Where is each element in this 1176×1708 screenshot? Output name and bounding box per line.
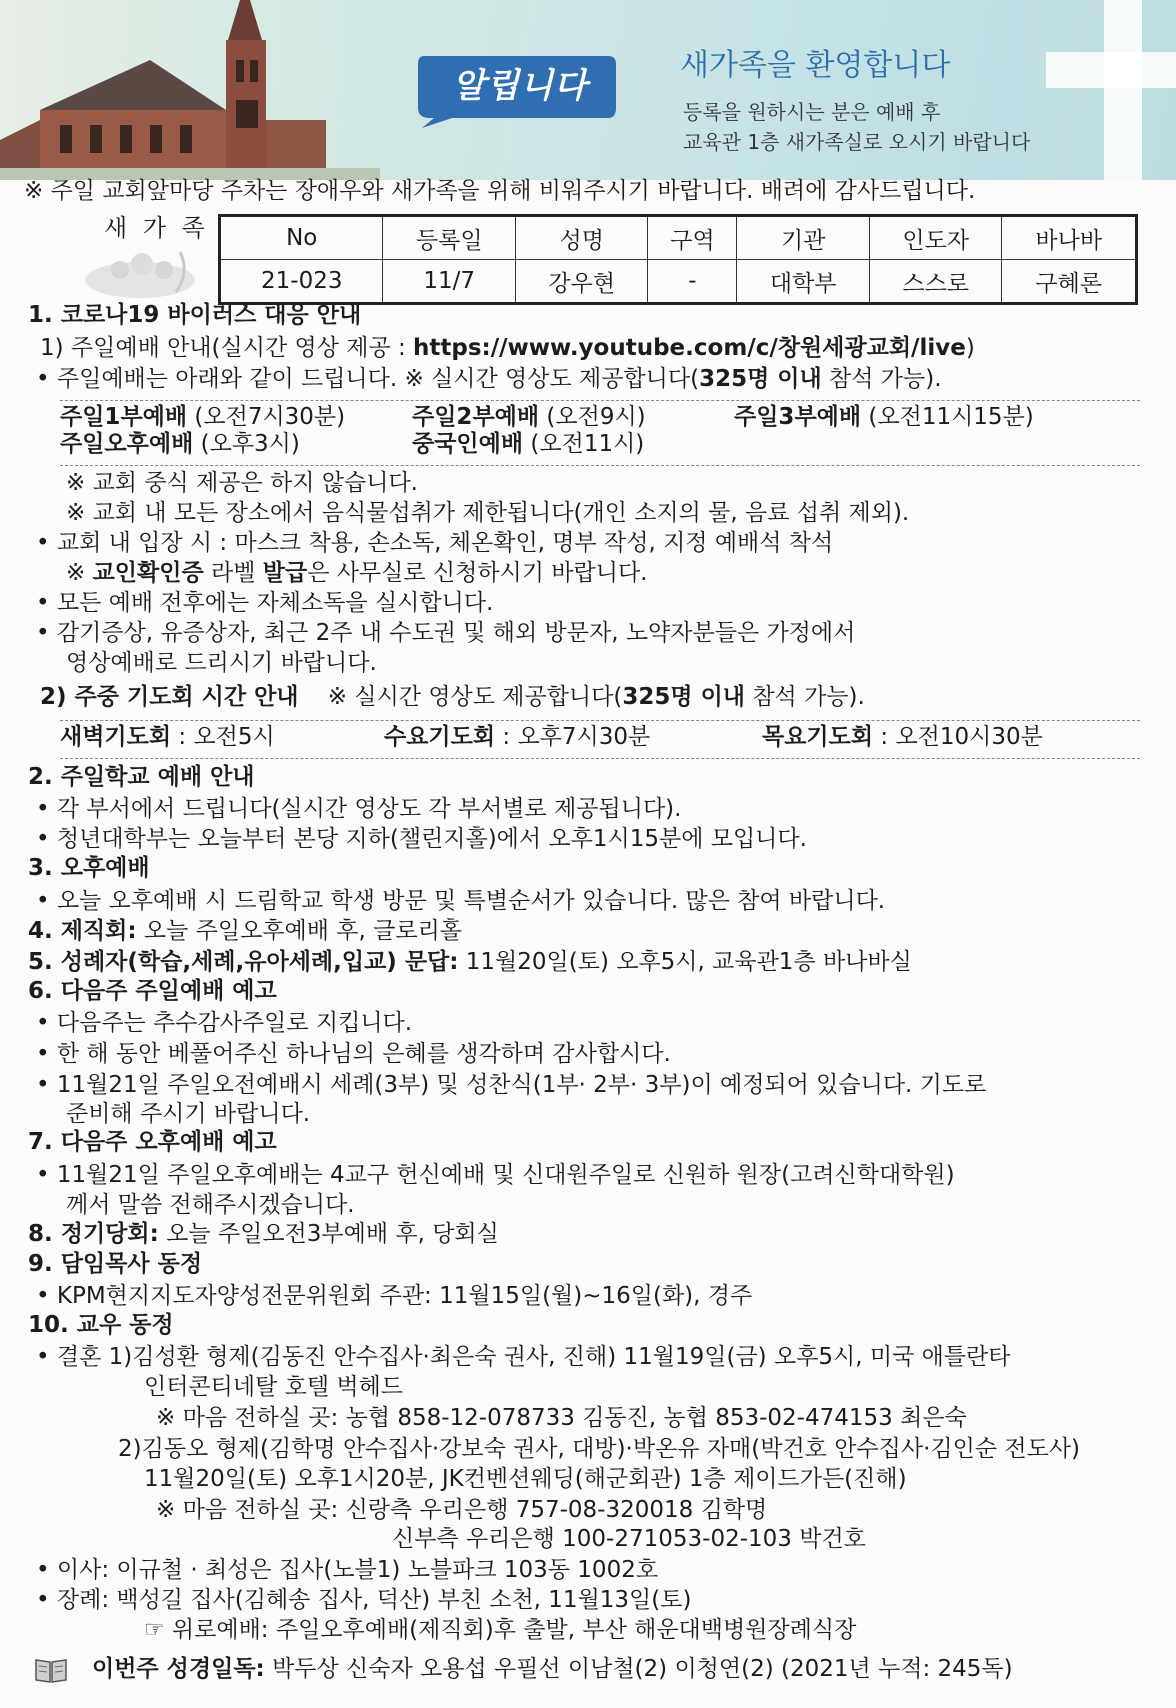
funeral-service: ☞ 위로예배: 주일오후예배(제직회)후 출발, 부산 해운대백병원장례식장 <box>144 1617 857 1643</box>
section-5-title: 5. 성례자(학습,세례,유아세례,입교) 문답: <box>28 949 459 975</box>
worship-1 <box>60 402 345 432</box>
worship-name: 주일2부예배 <box>412 404 540 430</box>
wedding-2: 2)김동오 형제(김학명 안수집사·강보숙 권사, 대방)·박온유 자매(박건호 안수집사·김인순 전도사) <box>118 1436 1080 1462</box>
table-cell: 11/7 <box>383 260 516 304</box>
section-1-bullet-3: • 모든 예배 전후에는 자체소독을 실시합니다. <box>36 590 494 616</box>
worship-2 <box>412 402 646 432</box>
badge-text: 알립니다 <box>452 66 588 106</box>
table-header-cell: 성명 <box>515 216 648 260</box>
divider <box>60 400 1140 401</box>
book-icon <box>34 1656 68 1684</box>
prayer-name: 새벽기도회 <box>60 724 172 750</box>
section-6-bullet-3-cont: 준비해 주시기 바랍니다. <box>66 1101 311 1127</box>
section-1-sub1 <box>40 333 975 363</box>
table-cell: 강우현 <box>515 260 648 304</box>
note-1: ※ 교회 중식 제공은 하지 않습니다. <box>66 470 418 496</box>
wedding-2-account-1: ※ 마음 전하실 곳: 신랑측 우리은행 757-08-320018 김학명 <box>156 1497 768 1523</box>
divider <box>60 720 1140 721</box>
table-header-cell: 등록일 <box>383 216 516 260</box>
text: • 주일예배는 아래와 같이 드립니다. ※ 실시간 영상도 제공합니다( <box>36 366 700 392</box>
worship-3 <box>734 402 1034 432</box>
text: 참석 가능). <box>745 684 865 710</box>
table-header-cell: 기관 <box>737 216 870 260</box>
prayer-time: : 오전10시30분 <box>873 724 1043 750</box>
table-header-cell: 바나바 <box>1002 216 1137 260</box>
section-6-title: 6. 다음주 주일예배 예고 <box>28 978 277 1004</box>
youtube-link[interactable]: https://www.youtube.com/c/창원세광교회/live <box>413 335 966 361</box>
text: 참석 가능). <box>821 366 942 392</box>
table-header-cell: 구역 <box>648 216 737 260</box>
table-cell: 스스로 <box>869 260 1002 304</box>
text: ※ <box>66 560 93 586</box>
worship-time: (오후3시) <box>193 431 300 457</box>
bible-reading-label: 이번주 성경일독: <box>92 1656 265 1682</box>
wedding-2-account-2: 신부측 우리은행 100-271053-02-103 박건호 <box>392 1526 866 1552</box>
cross-icon <box>1026 0 1176 180</box>
section-3-bullet-1: • 오늘 오후예배 시 드림학교 학생 방문 및 특별순서가 있습니다. 많은 참여 바랍니다. <box>36 888 886 914</box>
section-8 <box>28 1219 499 1249</box>
wedding-1-account: ※ 마음 전하실 곳: 농협 858-12-078733 김동진, 농협 853-02-474153 최은숙 <box>156 1405 967 1431</box>
prayer-time: : 오전5시 <box>171 724 275 750</box>
section-8-text: 오늘 주일오전3부예배 후, 당회실 <box>158 1221 499 1247</box>
prayer-3 <box>762 722 1043 752</box>
prayer-name: 수요기도회 <box>384 724 496 750</box>
text: 라벨 <box>203 560 263 586</box>
text-bold: 교인확인증 <box>92 560 204 586</box>
section-1-bullet-1 <box>36 364 942 394</box>
section-1-bullet-2: • 교회 내 입장 시 : 마스크 착용, 손소독, 체온확인, 명부 작성, 지정 예배석 착석 <box>36 530 834 556</box>
section-6-bullet-2: • 한 해 동안 베풀어주신 하나님의 은혜를 생각하며 감사합시다. <box>36 1041 671 1067</box>
table-cell: 구혜론 <box>1002 260 1137 304</box>
welcome-line-1: 등록을 원하시는 분은 예배 후 <box>683 100 941 124</box>
bible-reading <box>92 1654 1013 1684</box>
divider <box>60 758 1140 759</box>
text: 은 사무실로 신청하시기 바랍니다. <box>307 560 648 586</box>
table-cell: - <box>648 260 737 304</box>
worship-name: 주일3부예배 <box>734 404 862 430</box>
worship-4 <box>60 429 300 459</box>
section-7-title: 7. 다음주 오후예배 예고 <box>28 1129 277 1155</box>
section-1-bullet-4: • 감기증상, 유증상자, 최근 2주 내 수도권 및 해외 방문자, 노약자분들은 가정에서 <box>36 620 856 646</box>
bible-reading-text: 박두상 신숙자 오용섭 우필선 이남철(2) 이청연(2) (2021년 누적: 245독) <box>264 1656 1013 1682</box>
section-1-sub2 <box>40 682 865 712</box>
section-3-title: 3. 오후예배 <box>28 855 150 881</box>
section-1-bullet-4-cont: 영상예배로 드리시기 바랍니다. <box>66 650 377 676</box>
text-bold: 325명 이내 <box>622 684 746 710</box>
worship-name: 중국인예배 <box>412 431 524 457</box>
worship-time: (오전11시) <box>523 431 645 457</box>
worship-time: (오전7시30분) <box>187 404 346 430</box>
worship-5 <box>412 429 644 459</box>
wedding-1-cont: 인터콘티네탈 호텔 벅헤드 <box>144 1374 404 1400</box>
section-2-bullet-2: • 청년대학부는 오늘부터 본당 지하(챌린지홀)에서 오후1시15분에 모입니다. <box>36 826 807 852</box>
new-family-label: 새 가 족 <box>104 214 209 242</box>
prayer-time: : 오후7시30분 <box>495 724 651 750</box>
prayer-2 <box>384 722 650 752</box>
section-7-bullet-1-cont: 께서 말씀 전해주시겠습니다. <box>66 1192 355 1218</box>
section-9-title: 9. 담임목사 동정 <box>28 1251 203 1277</box>
church-illustration <box>0 0 380 180</box>
section-6-bullet-3: • 11월21일 주일오전예배시 세례(3부) 및 성찬식(1부· 2부· 3부)이 예정되어 있습니다. 기도로 <box>36 1072 987 1098</box>
note-3 <box>66 558 647 588</box>
section-5-text: 11월20일(토) 오후5시, 교육관1층 바나바실 <box>458 949 912 975</box>
new-family-table <box>218 214 1138 305</box>
section-7-bullet-1: • 11월21일 주일오후예배는 4교구 헌신예배 및 신대원주일로 신원하 원장(고려신학대학원) <box>36 1162 955 1188</box>
parking-notice: ※ 주일 교회앞마당 주차는 장애우와 새가족을 위해 비워주시기 바랍니다. 배려에 감사드립니다. <box>24 178 976 204</box>
moving-notice: • 이사: 이규철 · 최성은 집사(노블1) 노블파크 103동 1002호 <box>36 1557 659 1583</box>
text: 1) 주일예배 안내(실시간 영상 제공 : <box>40 335 414 361</box>
section-4-text: 오늘 주일오후예배 후, 글로리홀 <box>136 918 462 944</box>
section-4-title: 4. 제직회: <box>28 918 137 944</box>
sub-title: 2) 주중 기도회 시간 안내 <box>40 684 299 710</box>
table-header-row <box>220 216 1137 260</box>
wedding-2-cont: 11월20일(토) 오후1시20분, JK컨벤션웨딩(해군회관) 1층 제이드가든(진해) <box>144 1466 907 1492</box>
prayer-1 <box>60 722 275 752</box>
worship-time: (오전11시15분) <box>861 404 1034 430</box>
divider <box>60 465 1140 466</box>
worship-name: 주일오후예배 <box>60 431 194 457</box>
table-cell: 대학부 <box>737 260 870 304</box>
section-9-bullet-1: • KPM현지지도자양성전문위원회 주관: 11월15일(월)~16일(화), 경주 <box>36 1283 753 1309</box>
section-4 <box>28 916 462 946</box>
text-bold: 발급 <box>262 560 308 586</box>
note-2: ※ 교회 내 모든 장소에서 음식물섭취가 제한됩니다(개인 소지의 물, 음료 섭취 제외). <box>66 500 910 526</box>
spacer <box>299 684 328 710</box>
table-header-cell: No <box>220 216 383 260</box>
worship-name: 주일1부예배 <box>60 404 188 430</box>
section-2-bullet-1: • 각 부서에서 드립니다(실시간 영상도 각 부서별로 제공됩니다). <box>36 796 682 822</box>
table-header-cell: 인도자 <box>869 216 1002 260</box>
header-banner <box>0 0 1176 180</box>
text: ※ 실시간 영상도 제공합니다( <box>327 684 623 710</box>
section-10-title: 10. 교우 동정 <box>28 1312 174 1338</box>
worship-time: (오전9시) <box>539 404 646 430</box>
table-row <box>220 260 1137 304</box>
text: ) <box>965 335 975 361</box>
welcome-title: 새가족을 환영합니다 <box>680 48 951 83</box>
section-2-title: 2. 주일학교 예배 안내 <box>28 764 255 790</box>
table-cell: 21-023 <box>220 260 383 304</box>
section-6-bullet-1: • 다음주는 추수감사주일로 지킵니다. <box>36 1010 413 1036</box>
section-5 <box>28 947 912 977</box>
prayer-name: 목요기도회 <box>762 724 874 750</box>
wedding-1: • 결혼 1)김성환 형제(김동진 안수집사·최은숙 권사, 진해) 11월19일(금) 오후5시, 미국 애틀란타 <box>36 1344 1011 1370</box>
section-8-title: 8. 정기당회: <box>28 1221 159 1247</box>
section-1-title: 1. 코로나19 바이러스 대응 안내 <box>28 302 362 328</box>
funeral-notice: • 장례: 백성길 집사(김혜송 집사, 덕산) 부친 소천, 11월13일(토) <box>36 1587 692 1613</box>
welcome-line-2: 교육관 1층 새가족실로 오시기 바랍니다 <box>683 130 1031 154</box>
text-bold: 325명 이내 <box>699 366 822 392</box>
